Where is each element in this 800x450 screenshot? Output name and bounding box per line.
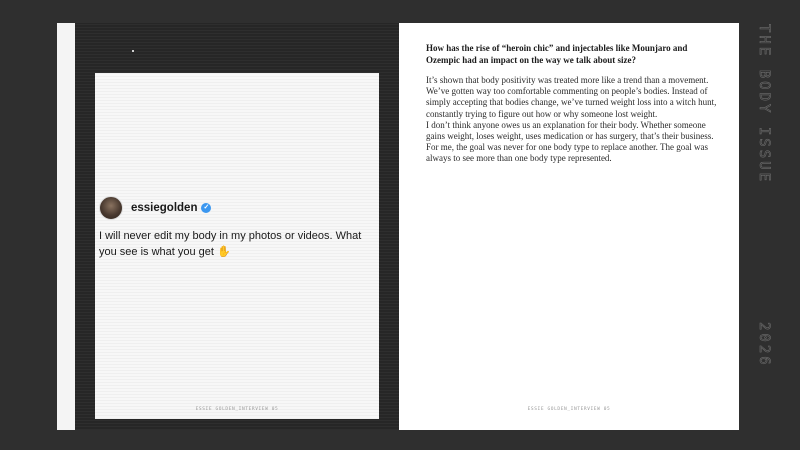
left-page bbox=[57, 23, 399, 430]
social-post-card bbox=[95, 73, 379, 419]
issue-title: THE BODY ISSUE bbox=[756, 24, 772, 185]
interview-answer bbox=[426, 75, 722, 165]
post-text-block bbox=[99, 228, 375, 260]
left-page-footer: ESSIE GOLDEN_INTERVIEW 05 bbox=[195, 407, 279, 412]
post-header bbox=[99, 196, 211, 220]
purple-hands-emoji-icon: ✋ bbox=[217, 246, 231, 258]
verified-check-icon: ✓ bbox=[201, 203, 211, 213]
issue-year: 2026 bbox=[756, 322, 772, 368]
interview-question: How has the rise of “heroin chic” and injectables like Mounjaro and Ozempic had an impact on the way we talk about size? bbox=[426, 43, 688, 65]
answer-paragraph: I don’t think anyone owes us an explanation for their body. Whether someone gains weight, loses weight, uses medication or has surgery, that’s their business. For me, the goal was never for one body type to replace another. The goal was always to see more than one body type represented. bbox=[426, 119, 714, 164]
decorative-dot bbox=[132, 50, 134, 52]
answer-paragraph: It’s shown that body positivity was treated more like a trend than a movement. We’ve gotten way too comfortable commenting on people’s bodies. Instead of simply accepting that bodies change, we’ve turned weight loss into a witch hunt, constantly trying to figure out how or why someone lost weight. bbox=[426, 75, 717, 119]
right-page-footer: ESSIE GOLDEN_INTERVIEW 05 bbox=[527, 407, 611, 412]
magazine-spread bbox=[57, 23, 739, 430]
right-page bbox=[399, 23, 739, 430]
post-username: essiegolden bbox=[131, 202, 198, 214]
post-text: I will never edit my body in my photos or videos. What you see is what you get bbox=[99, 230, 362, 258]
avatar bbox=[99, 196, 123, 220]
